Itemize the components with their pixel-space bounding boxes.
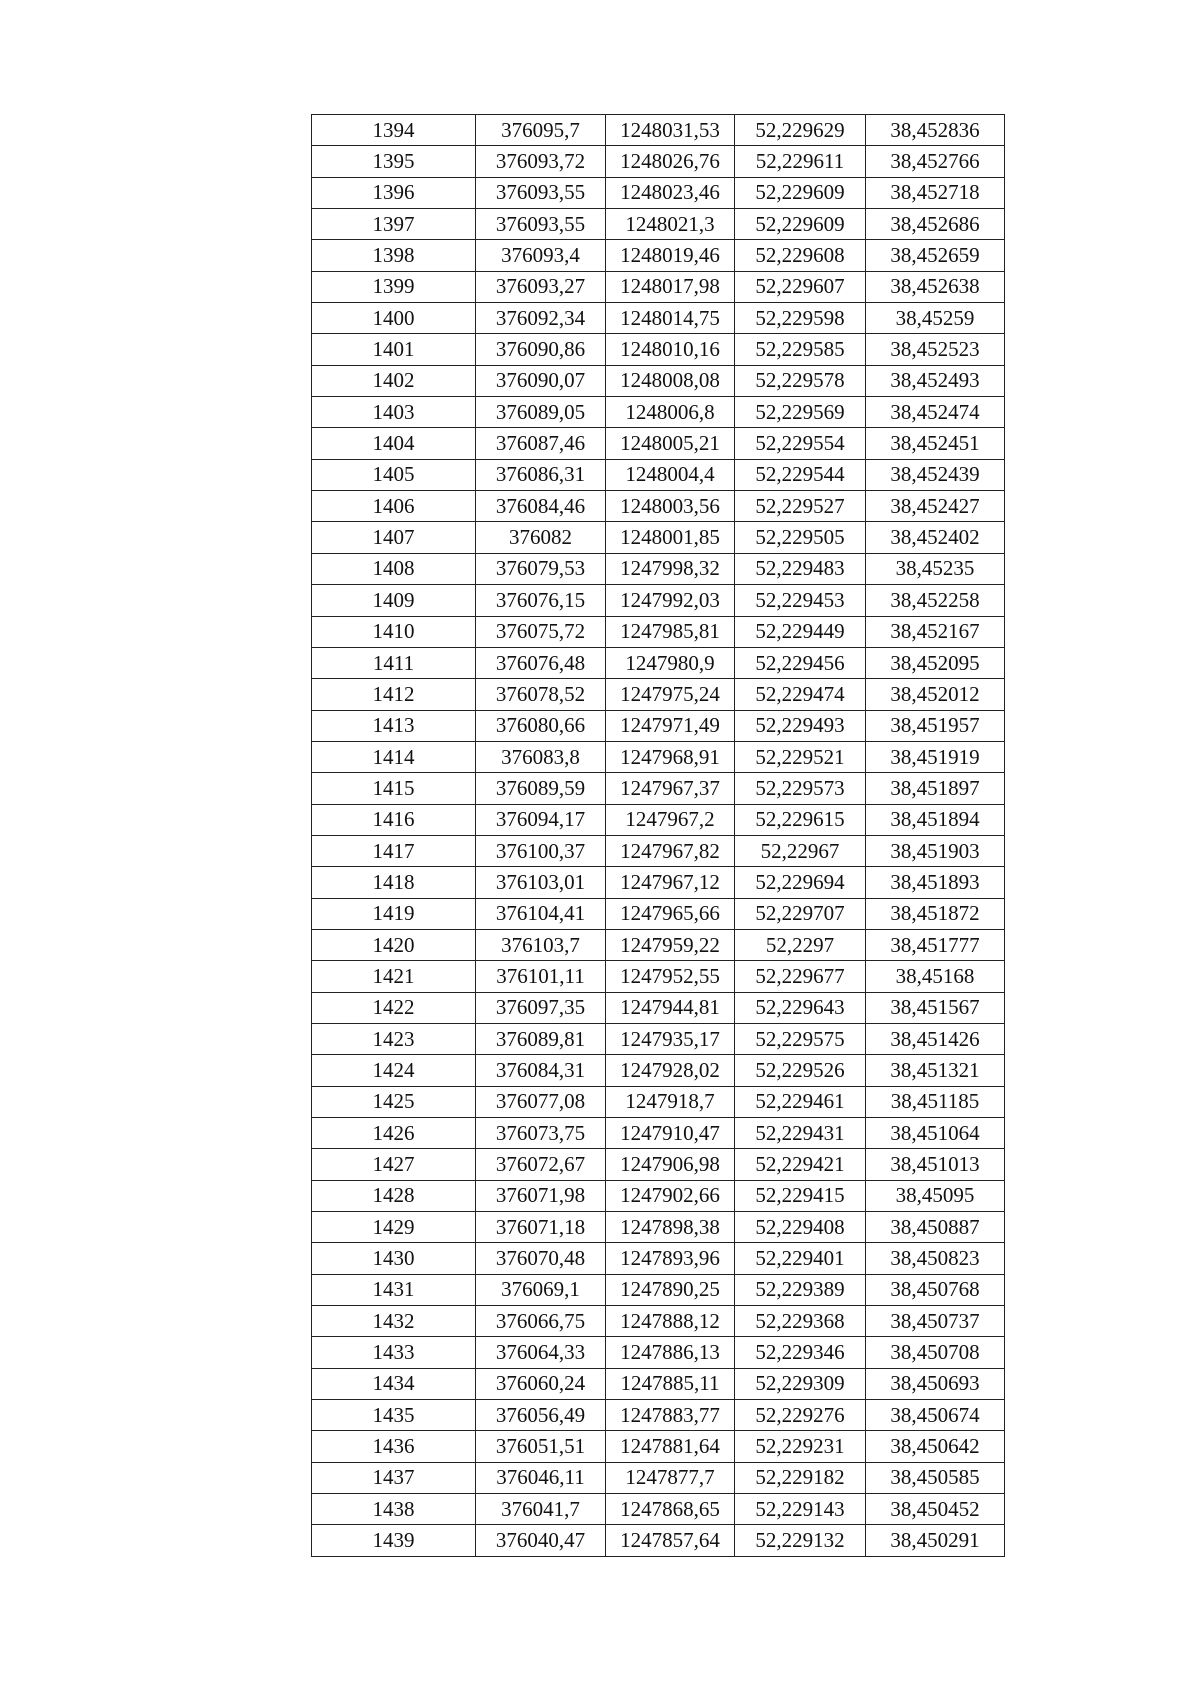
y-coordinate-cell: 1248026,76	[606, 146, 735, 177]
longitude-cell: 38,450291	[866, 1525, 1005, 1556]
longitude-cell: 38,450708	[866, 1337, 1005, 1368]
point-number-cell: 1404	[312, 428, 476, 459]
point-number-cell: 1431	[312, 1274, 476, 1305]
point-number-cell: 1434	[312, 1368, 476, 1399]
point-number-cell: 1409	[312, 585, 476, 616]
point-number-cell: 1394	[312, 115, 476, 146]
table-row	[312, 1023, 1005, 1054]
point-number-cell: 1436	[312, 1431, 476, 1462]
table-row	[312, 992, 1005, 1023]
x-coordinate-cell: 376083,8	[476, 741, 606, 772]
y-coordinate-cell: 1247906,98	[606, 1149, 735, 1180]
point-number-cell: 1422	[312, 992, 476, 1023]
longitude-cell: 38,450737	[866, 1306, 1005, 1337]
longitude-cell: 38,45235	[866, 553, 1005, 584]
point-number-cell: 1425	[312, 1086, 476, 1117]
x-coordinate-cell: 376051,51	[476, 1431, 606, 1462]
latitude-cell: 52,229368	[735, 1306, 866, 1337]
point-number-cell: 1426	[312, 1118, 476, 1149]
point-number-cell: 1438	[312, 1494, 476, 1525]
table-row	[312, 1431, 1005, 1462]
x-coordinate-cell: 376046,11	[476, 1462, 606, 1493]
coordinates-table	[311, 114, 1005, 1557]
x-coordinate-cell: 376097,35	[476, 992, 606, 1023]
longitude-cell: 38,450585	[866, 1462, 1005, 1493]
table-row	[312, 1368, 1005, 1399]
table-row	[312, 679, 1005, 710]
y-coordinate-cell: 1247883,77	[606, 1400, 735, 1431]
point-number-cell: 1403	[312, 397, 476, 428]
point-number-cell: 1401	[312, 334, 476, 365]
table-row	[312, 522, 1005, 553]
latitude-cell: 52,229609	[735, 209, 866, 240]
point-number-cell: 1412	[312, 679, 476, 710]
latitude-cell: 52,229707	[735, 898, 866, 929]
x-coordinate-cell: 376093,55	[476, 209, 606, 240]
point-number-cell: 1396	[312, 177, 476, 208]
longitude-cell: 38,452523	[866, 334, 1005, 365]
x-coordinate-cell: 376093,55	[476, 177, 606, 208]
y-coordinate-cell: 1247959,22	[606, 929, 735, 960]
table-row	[312, 146, 1005, 177]
y-coordinate-cell: 1247898,38	[606, 1212, 735, 1243]
y-coordinate-cell: 1248019,46	[606, 240, 735, 271]
latitude-cell: 52,229578	[735, 365, 866, 396]
x-coordinate-cell: 376089,59	[476, 773, 606, 804]
latitude-cell: 52,229389	[735, 1274, 866, 1305]
x-coordinate-cell: 376089,05	[476, 397, 606, 428]
x-coordinate-cell: 376071,18	[476, 1212, 606, 1243]
table-row	[312, 647, 1005, 678]
longitude-cell: 38,452095	[866, 647, 1005, 678]
latitude-cell: 52,229132	[735, 1525, 866, 1556]
longitude-cell: 38,451321	[866, 1055, 1005, 1086]
y-coordinate-cell: 1248005,21	[606, 428, 735, 459]
longitude-cell: 38,451957	[866, 710, 1005, 741]
latitude-cell: 52,229554	[735, 428, 866, 459]
x-coordinate-cell: 376076,48	[476, 647, 606, 678]
x-coordinate-cell: 376084,46	[476, 491, 606, 522]
point-number-cell: 1428	[312, 1180, 476, 1211]
y-coordinate-cell: 1248010,16	[606, 334, 735, 365]
x-coordinate-cell: 376064,33	[476, 1337, 606, 1368]
x-coordinate-cell: 376077,08	[476, 1086, 606, 1117]
x-coordinate-cell: 376090,86	[476, 334, 606, 365]
latitude-cell: 52,229309	[735, 1368, 866, 1399]
table-row	[312, 898, 1005, 929]
table-row	[312, 303, 1005, 334]
point-number-cell: 1420	[312, 929, 476, 960]
x-coordinate-cell: 376079,53	[476, 553, 606, 584]
y-coordinate-cell: 1247888,12	[606, 1306, 735, 1337]
longitude-cell: 38,452451	[866, 428, 1005, 459]
table-row	[312, 616, 1005, 647]
longitude-cell: 38,451013	[866, 1149, 1005, 1180]
latitude-cell: 52,229431	[735, 1118, 866, 1149]
table-row	[312, 804, 1005, 835]
x-coordinate-cell: 376100,37	[476, 835, 606, 866]
latitude-cell: 52,229456	[735, 647, 866, 678]
table-row	[312, 1243, 1005, 1274]
longitude-cell: 38,452012	[866, 679, 1005, 710]
latitude-cell: 52,229231	[735, 1431, 866, 1462]
longitude-cell: 38,452427	[866, 491, 1005, 522]
latitude-cell: 52,229607	[735, 271, 866, 302]
y-coordinate-cell: 1247928,02	[606, 1055, 735, 1086]
table-row	[312, 1494, 1005, 1525]
x-coordinate-cell: 376087,46	[476, 428, 606, 459]
x-coordinate-cell: 376086,31	[476, 459, 606, 490]
latitude-cell: 52,229694	[735, 867, 866, 898]
longitude-cell: 38,451426	[866, 1023, 1005, 1054]
y-coordinate-cell: 1247910,47	[606, 1118, 735, 1149]
y-coordinate-cell: 1247902,66	[606, 1180, 735, 1211]
latitude-cell: 52,229421	[735, 1149, 866, 1180]
latitude-cell: 52,229408	[735, 1212, 866, 1243]
latitude-cell: 52,2297	[735, 929, 866, 960]
point-number-cell: 1398	[312, 240, 476, 271]
longitude-cell: 38,452638	[866, 271, 1005, 302]
x-coordinate-cell: 376080,66	[476, 710, 606, 741]
x-coordinate-cell: 376041,7	[476, 1494, 606, 1525]
longitude-cell: 38,452659	[866, 240, 1005, 271]
table-row	[312, 1055, 1005, 1086]
table-row	[312, 585, 1005, 616]
x-coordinate-cell: 376095,7	[476, 115, 606, 146]
table-row	[312, 271, 1005, 302]
longitude-cell: 38,450642	[866, 1431, 1005, 1462]
x-coordinate-cell: 376040,47	[476, 1525, 606, 1556]
table-row	[312, 961, 1005, 992]
table-row	[312, 491, 1005, 522]
longitude-cell: 38,452439	[866, 459, 1005, 490]
table-row	[312, 1462, 1005, 1493]
longitude-cell: 38,451064	[866, 1118, 1005, 1149]
y-coordinate-cell: 1247857,64	[606, 1525, 735, 1556]
table-row	[312, 177, 1005, 208]
point-number-cell: 1435	[312, 1400, 476, 1431]
latitude-cell: 52,229608	[735, 240, 866, 271]
table-row	[312, 553, 1005, 584]
latitude-cell: 52,229629	[735, 115, 866, 146]
y-coordinate-cell: 1248008,08	[606, 365, 735, 396]
point-number-cell: 1402	[312, 365, 476, 396]
y-coordinate-cell: 1247985,81	[606, 616, 735, 647]
y-coordinate-cell: 1248003,56	[606, 491, 735, 522]
x-coordinate-cell: 376072,67	[476, 1149, 606, 1180]
x-coordinate-cell: 376093,72	[476, 146, 606, 177]
longitude-cell: 38,450768	[866, 1274, 1005, 1305]
y-coordinate-cell: 1247967,2	[606, 804, 735, 835]
latitude-cell: 52,229598	[735, 303, 866, 334]
y-coordinate-cell: 1248017,98	[606, 271, 735, 302]
y-coordinate-cell: 1248014,75	[606, 303, 735, 334]
longitude-cell: 38,450693	[866, 1368, 1005, 1399]
point-number-cell: 1432	[312, 1306, 476, 1337]
point-number-cell: 1437	[312, 1462, 476, 1493]
y-coordinate-cell: 1247944,81	[606, 992, 735, 1023]
point-number-cell: 1405	[312, 459, 476, 490]
x-coordinate-cell: 376104,41	[476, 898, 606, 929]
x-coordinate-cell: 376071,98	[476, 1180, 606, 1211]
table-row	[312, 1149, 1005, 1180]
y-coordinate-cell: 1247881,64	[606, 1431, 735, 1462]
latitude-cell: 52,229461	[735, 1086, 866, 1117]
y-coordinate-cell: 1248004,4	[606, 459, 735, 490]
point-number-cell: 1415	[312, 773, 476, 804]
point-number-cell: 1424	[312, 1055, 476, 1086]
point-number-cell: 1416	[312, 804, 476, 835]
point-number-cell: 1411	[312, 647, 476, 678]
longitude-cell: 38,450887	[866, 1212, 1005, 1243]
table-row	[312, 365, 1005, 396]
x-coordinate-cell: 376060,24	[476, 1368, 606, 1399]
longitude-cell: 38,452474	[866, 397, 1005, 428]
latitude-cell: 52,229611	[735, 146, 866, 177]
table-row	[312, 710, 1005, 741]
x-coordinate-cell: 376093,27	[476, 271, 606, 302]
latitude-cell: 52,229415	[735, 1180, 866, 1211]
longitude-cell: 38,451903	[866, 835, 1005, 866]
y-coordinate-cell: 1247998,32	[606, 553, 735, 584]
table-row	[312, 1118, 1005, 1149]
point-number-cell: 1423	[312, 1023, 476, 1054]
latitude-cell: 52,22967	[735, 835, 866, 866]
y-coordinate-cell: 1247992,03	[606, 585, 735, 616]
table-row	[312, 1400, 1005, 1431]
longitude-cell: 38,452718	[866, 177, 1005, 208]
point-number-cell: 1439	[312, 1525, 476, 1556]
y-coordinate-cell: 1248021,3	[606, 209, 735, 240]
table-row	[312, 867, 1005, 898]
table-row	[312, 773, 1005, 804]
table-row	[312, 835, 1005, 866]
point-number-cell: 1397	[312, 209, 476, 240]
y-coordinate-cell: 1247935,17	[606, 1023, 735, 1054]
x-coordinate-cell: 376103,01	[476, 867, 606, 898]
longitude-cell: 38,45259	[866, 303, 1005, 334]
table-row	[312, 334, 1005, 365]
latitude-cell: 52,229493	[735, 710, 866, 741]
longitude-cell: 38,452493	[866, 365, 1005, 396]
latitude-cell: 52,229449	[735, 616, 866, 647]
y-coordinate-cell: 1247877,7	[606, 1462, 735, 1493]
latitude-cell: 52,229677	[735, 961, 866, 992]
point-number-cell: 1395	[312, 146, 476, 177]
table-row	[312, 428, 1005, 459]
table-row	[312, 1274, 1005, 1305]
point-number-cell: 1417	[312, 835, 476, 866]
y-coordinate-cell: 1247967,37	[606, 773, 735, 804]
y-coordinate-cell: 1248001,85	[606, 522, 735, 553]
x-coordinate-cell: 376078,52	[476, 679, 606, 710]
point-number-cell: 1418	[312, 867, 476, 898]
longitude-cell: 38,450452	[866, 1494, 1005, 1525]
latitude-cell: 52,229401	[735, 1243, 866, 1274]
x-coordinate-cell: 376056,49	[476, 1400, 606, 1431]
y-coordinate-cell: 1247885,11	[606, 1368, 735, 1399]
table-row	[312, 1180, 1005, 1211]
point-number-cell: 1427	[312, 1149, 476, 1180]
point-number-cell: 1421	[312, 961, 476, 992]
y-coordinate-cell: 1247967,12	[606, 867, 735, 898]
longitude-cell: 38,452766	[866, 146, 1005, 177]
latitude-cell: 52,229453	[735, 585, 866, 616]
longitude-cell: 38,45095	[866, 1180, 1005, 1211]
y-coordinate-cell: 1248023,46	[606, 177, 735, 208]
table-row	[312, 1212, 1005, 1243]
y-coordinate-cell: 1247952,55	[606, 961, 735, 992]
x-coordinate-cell: 376089,81	[476, 1023, 606, 1054]
table-row	[312, 397, 1005, 428]
latitude-cell: 52,229505	[735, 522, 866, 553]
table-row	[312, 1306, 1005, 1337]
point-number-cell: 1429	[312, 1212, 476, 1243]
latitude-cell: 52,229346	[735, 1337, 866, 1368]
longitude-cell: 38,452686	[866, 209, 1005, 240]
y-coordinate-cell: 1247971,49	[606, 710, 735, 741]
point-number-cell: 1419	[312, 898, 476, 929]
table-row	[312, 209, 1005, 240]
latitude-cell: 52,229643	[735, 992, 866, 1023]
x-coordinate-cell: 376093,4	[476, 240, 606, 271]
y-coordinate-cell: 1247918,7	[606, 1086, 735, 1117]
longitude-cell: 38,452836	[866, 115, 1005, 146]
x-coordinate-cell: 376073,75	[476, 1118, 606, 1149]
y-coordinate-cell: 1247886,13	[606, 1337, 735, 1368]
coordinates-table-body	[312, 115, 1005, 1557]
longitude-cell: 38,451185	[866, 1086, 1005, 1117]
x-coordinate-cell: 376082	[476, 522, 606, 553]
table-row	[312, 1337, 1005, 1368]
longitude-cell: 38,45168	[866, 961, 1005, 992]
latitude-cell: 52,229527	[735, 491, 866, 522]
point-number-cell: 1433	[312, 1337, 476, 1368]
latitude-cell: 52,229609	[735, 177, 866, 208]
table-row	[312, 929, 1005, 960]
longitude-cell: 38,451897	[866, 773, 1005, 804]
point-number-cell: 1400	[312, 303, 476, 334]
longitude-cell: 38,450674	[866, 1400, 1005, 1431]
y-coordinate-cell: 1247965,66	[606, 898, 735, 929]
longitude-cell: 38,451777	[866, 929, 1005, 960]
table-row	[312, 459, 1005, 490]
longitude-cell: 38,451894	[866, 804, 1005, 835]
x-coordinate-cell: 376103,7	[476, 929, 606, 960]
table-row	[312, 741, 1005, 772]
point-number-cell: 1413	[312, 710, 476, 741]
y-coordinate-cell: 1247868,65	[606, 1494, 735, 1525]
y-coordinate-cell: 1247967,82	[606, 835, 735, 866]
longitude-cell: 38,451872	[866, 898, 1005, 929]
table-row	[312, 240, 1005, 271]
latitude-cell: 52,229521	[735, 741, 866, 772]
point-number-cell: 1430	[312, 1243, 476, 1274]
latitude-cell: 52,229585	[735, 334, 866, 365]
x-coordinate-cell: 376101,11	[476, 961, 606, 992]
x-coordinate-cell: 376070,48	[476, 1243, 606, 1274]
latitude-cell: 52,229526	[735, 1055, 866, 1086]
y-coordinate-cell: 1248031,53	[606, 115, 735, 146]
x-coordinate-cell: 376076,15	[476, 585, 606, 616]
point-number-cell: 1410	[312, 616, 476, 647]
longitude-cell: 38,452167	[866, 616, 1005, 647]
longitude-cell: 38,452402	[866, 522, 1005, 553]
point-number-cell: 1414	[312, 741, 476, 772]
y-coordinate-cell: 1247975,24	[606, 679, 735, 710]
latitude-cell: 52,229575	[735, 1023, 866, 1054]
latitude-cell: 52,229182	[735, 1462, 866, 1493]
y-coordinate-cell: 1247980,9	[606, 647, 735, 678]
y-coordinate-cell: 1248006,8	[606, 397, 735, 428]
x-coordinate-cell: 376069,1	[476, 1274, 606, 1305]
longitude-cell: 38,451567	[866, 992, 1005, 1023]
longitude-cell: 38,451893	[866, 867, 1005, 898]
point-number-cell: 1407	[312, 522, 476, 553]
table-row	[312, 115, 1005, 146]
table-row	[312, 1525, 1005, 1556]
x-coordinate-cell: 376094,17	[476, 804, 606, 835]
point-number-cell: 1399	[312, 271, 476, 302]
latitude-cell: 52,229544	[735, 459, 866, 490]
x-coordinate-cell: 376084,31	[476, 1055, 606, 1086]
y-coordinate-cell: 1247968,91	[606, 741, 735, 772]
latitude-cell: 52,229276	[735, 1400, 866, 1431]
x-coordinate-cell: 376066,75	[476, 1306, 606, 1337]
x-coordinate-cell: 376092,34	[476, 303, 606, 334]
table-row	[312, 1086, 1005, 1117]
x-coordinate-cell: 376075,72	[476, 616, 606, 647]
latitude-cell: 52,229483	[735, 553, 866, 584]
point-number-cell: 1406	[312, 491, 476, 522]
y-coordinate-cell: 1247890,25	[606, 1274, 735, 1305]
point-number-cell: 1408	[312, 553, 476, 584]
latitude-cell: 52,229569	[735, 397, 866, 428]
longitude-cell: 38,450823	[866, 1243, 1005, 1274]
longitude-cell: 38,451919	[866, 741, 1005, 772]
longitude-cell: 38,452258	[866, 585, 1005, 616]
x-coordinate-cell: 376090,07	[476, 365, 606, 396]
y-coordinate-cell: 1247893,96	[606, 1243, 735, 1274]
latitude-cell: 52,229143	[735, 1494, 866, 1525]
latitude-cell: 52,229474	[735, 679, 866, 710]
latitude-cell: 52,229615	[735, 804, 866, 835]
latitude-cell: 52,229573	[735, 773, 866, 804]
